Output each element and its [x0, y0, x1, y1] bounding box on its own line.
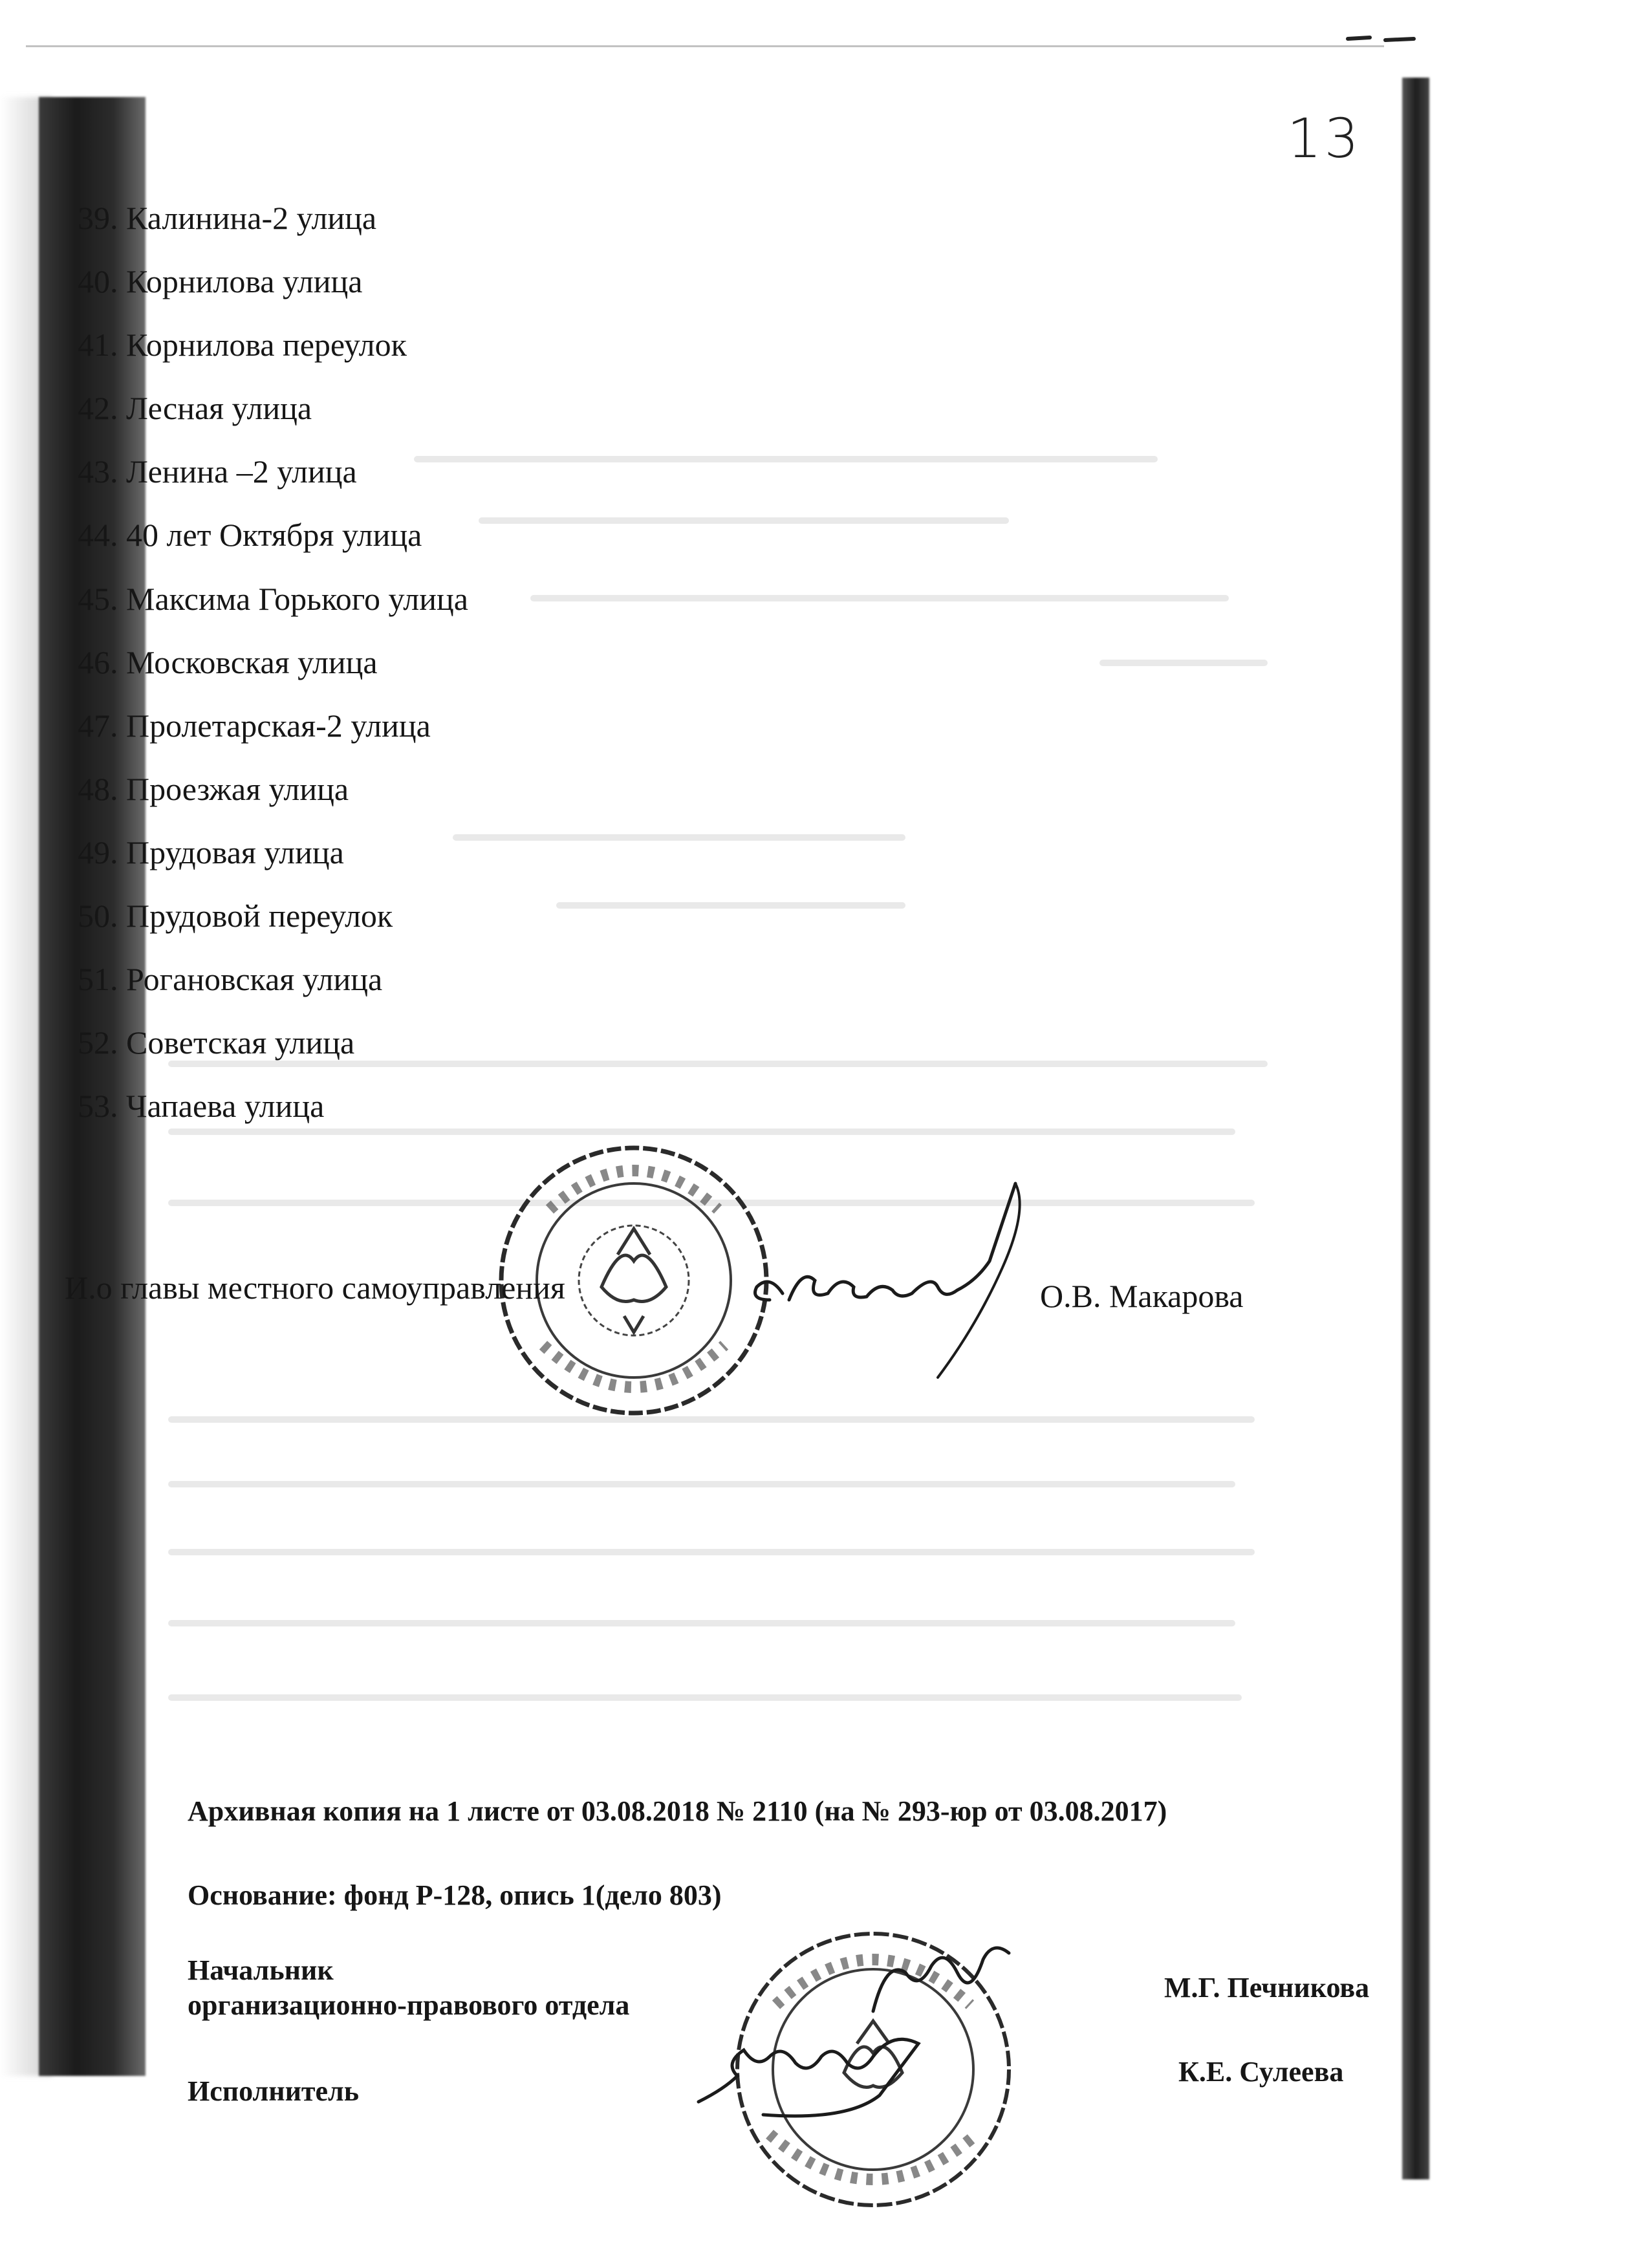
show-through-line	[479, 517, 1009, 524]
street-list-item: 42. Лесная улица	[78, 390, 312, 427]
show-through-line	[1099, 660, 1268, 666]
street-list-item: 53. Чапаева улица	[78, 1088, 325, 1125]
archive-copy-line: Архивная копия на 1 листе от 03.08.2018 № 2110 (на № 293-юр от 03.08.2017)	[188, 1795, 1167, 1827]
signatory-title: И.о главы местного самоуправления	[65, 1269, 565, 1306]
show-through-line	[556, 902, 905, 909]
show-through-line	[168, 1481, 1235, 1487]
show-through-line	[453, 834, 905, 841]
street-list-item: 39. Калинина-2 улица	[78, 200, 377, 236]
show-through-line	[168, 1694, 1242, 1701]
copy-edge-line	[26, 45, 1384, 47]
show-through-line	[168, 1549, 1255, 1555]
street-list-item: 48. Проезжая улица	[78, 770, 349, 807]
street-list-item: 46. Московская улица	[78, 643, 378, 680]
street-list-item: 44. 40 лет Октября улица	[78, 517, 422, 554]
street-list-item: 41. Корнилова переулок	[78, 327, 407, 363]
show-through-line	[168, 1620, 1235, 1626]
chief-title: Начальник организационно-правового отдела	[188, 1954, 630, 2021]
chief-handwritten-signature	[854, 1934, 1022, 2037]
archive-basis-line: Основание: фонд Р-128, опись 1(дело 803)	[188, 1879, 722, 1911]
show-through-line	[530, 595, 1229, 601]
executor-title: Исполнитель	[188, 2075, 360, 2107]
street-list-item: 45. Максима Горького улица	[78, 580, 468, 617]
street-list-item: 49. Прудовая улица	[78, 834, 344, 870]
street-list-item: 43. Ленина –2 улица	[78, 453, 357, 490]
corner-dash-mark	[1345, 32, 1416, 44]
signatory-handwritten-signature	[744, 1171, 1054, 1384]
street-list-item: 52. Советская улица	[78, 1024, 355, 1061]
street-list-item: 50. Прудовой переулок	[78, 898, 393, 934]
executor-name: К.Е. Сулеева	[1178, 2056, 1344, 2088]
chief-name: М.Г. Печникова	[1164, 1972, 1370, 2003]
street-list-item: 51. Рогановская улица	[78, 961, 383, 998]
street-list-item: 40. Корнилова улица	[78, 263, 363, 300]
copy-shadow-right	[1402, 78, 1429, 2179]
signatory-name: О.В. Макарова	[1040, 1278, 1244, 1314]
show-through-line	[414, 456, 1158, 462]
street-list	[78, 186, 468, 1138]
street-list-item: 47. Пролетарская-2 улица	[78, 707, 431, 744]
page-number: 13	[1287, 107, 1361, 170]
